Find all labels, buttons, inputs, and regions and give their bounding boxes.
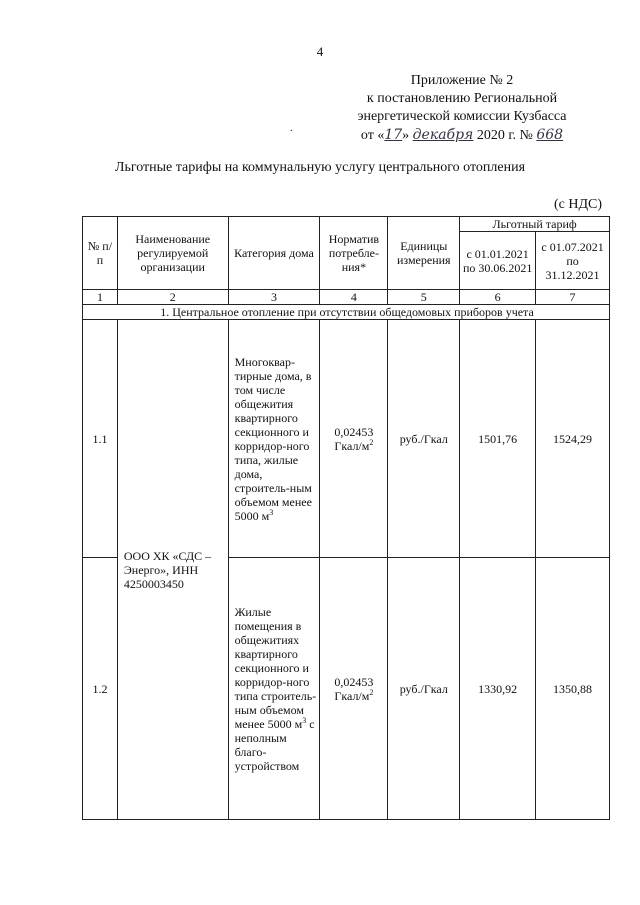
header-norm: Норматив потребле-ния* bbox=[320, 217, 388, 290]
row-category: Жилые помещения в общежитиях квартирного секционного и корридор-ного типа строитель-ным объемом менее 5000 $м^3$ с неполным благо-устройством bbox=[228, 558, 320, 820]
col-number: 5 bbox=[388, 290, 460, 305]
column-number-row bbox=[83, 290, 610, 305]
col-number: 2 bbox=[117, 290, 228, 305]
header-num: № п/п bbox=[83, 217, 118, 290]
organization-name: ООО ХК «СДС – Энерго», ИНН 4250003450 bbox=[117, 320, 228, 820]
appendix-line-2: к постановлению Региональной bbox=[366, 91, 558, 106]
row-tariff-2: 1350,88 bbox=[536, 558, 610, 820]
row-tariff-1: 1330,92 bbox=[460, 558, 536, 820]
col-number: 7 bbox=[536, 290, 610, 305]
header-tariff-group: Льготный тариф bbox=[460, 217, 610, 232]
row-num: 1.2 bbox=[83, 558, 118, 820]
row-num: 1.1 bbox=[83, 320, 118, 558]
section-title: 1. Центральное отопление при отсутствии общедомовых приборов учета bbox=[83, 305, 610, 320]
document-title: Льготные тарифы на коммунальную услугу центрального отопления bbox=[114, 160, 526, 175]
table-row bbox=[83, 320, 610, 558]
handwritten-number: 668 bbox=[536, 127, 564, 143]
col-number: 4 bbox=[320, 290, 388, 305]
header-units: Единицы измерения bbox=[388, 217, 460, 290]
row-tariff-1: 1501,76 bbox=[460, 320, 536, 558]
stray-mark: . bbox=[290, 123, 293, 134]
handwritten-day: 17 bbox=[384, 127, 403, 143]
header-period-2: с 01.07.2021 по 31.12.2021 bbox=[536, 232, 610, 290]
row-units: руб./Гкал bbox=[388, 558, 460, 820]
page-number: 4 bbox=[316, 44, 324, 59]
vat-note: (с НДС) bbox=[553, 197, 602, 212]
appendix-line-1: Приложение № 2 bbox=[410, 73, 514, 88]
row-units: руб./Гкал bbox=[388, 320, 460, 558]
row-norm: 0,02453 Гкал/$м^2$ bbox=[320, 320, 388, 558]
row-norm: 0,02453 Гкал/$м^2$ bbox=[320, 558, 388, 820]
header-row-1 bbox=[83, 217, 610, 232]
row-category: Многоквар-тирные дома, в том числе общежития квартирного секционного и корридор-ного типа, жилые дома, строитель-ным объемом менее 5000 $м^3$ bbox=[228, 320, 320, 558]
appendix-header bbox=[322, 72, 602, 145]
row-tariff-2: 1524,29 bbox=[536, 320, 610, 558]
appendix-date-line: от «17» декабря 2020 г. № 668 bbox=[360, 127, 564, 143]
header-org: Наименование регулируемой организации bbox=[117, 217, 228, 290]
handwritten-month: декабря bbox=[412, 127, 474, 143]
col-number: 6 bbox=[460, 290, 536, 305]
header-period-1: с 01.01.2021 по 30.06.2021 bbox=[460, 232, 536, 290]
col-number: 1 bbox=[83, 290, 118, 305]
section-row bbox=[83, 305, 610, 320]
appendix-line-3: энергетической комиссии Кузбасса bbox=[357, 109, 567, 124]
col-number: 3 bbox=[228, 290, 320, 305]
header-category: Категория дома bbox=[228, 217, 320, 290]
tariff-table bbox=[82, 216, 610, 820]
